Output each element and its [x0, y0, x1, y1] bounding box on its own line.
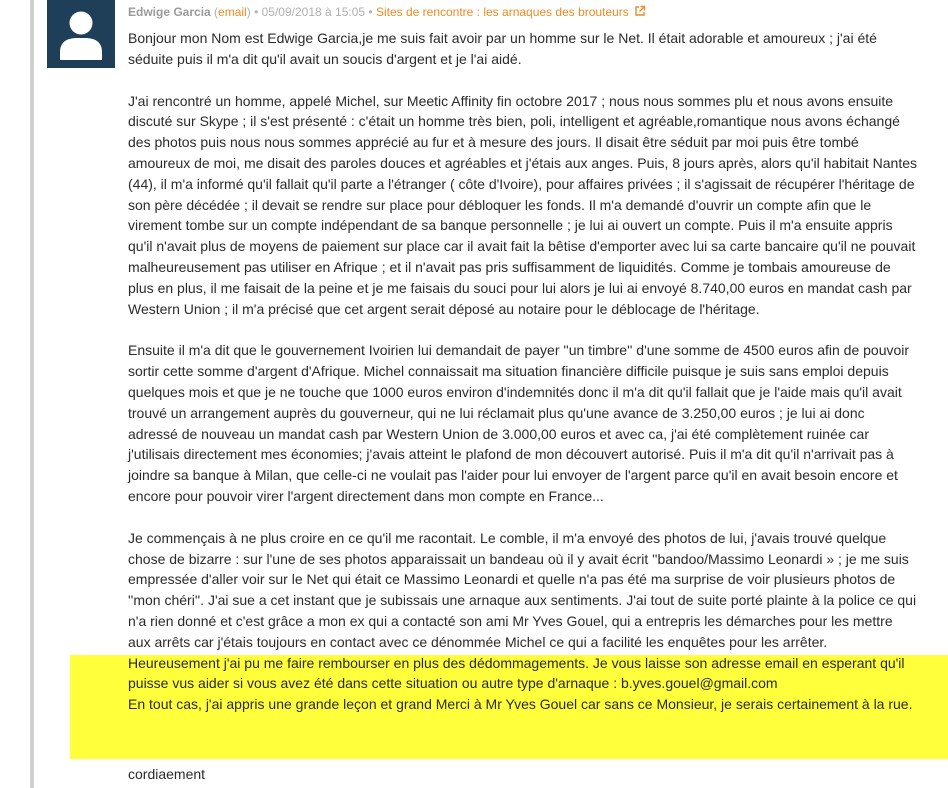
comment-signoff: cordiaement: [128, 766, 206, 782]
meta-separator: •: [368, 5, 373, 19]
email-paren-close: ): [246, 5, 251, 19]
thread-rule: [30, 0, 34, 788]
external-link-icon[interactable]: [634, 4, 646, 22]
email-link[interactable]: email: [218, 5, 247, 19]
comment-paragraph: J'ai rencontré un homme, appelé Michel, sur Meetic Affinity fin octobre 2017 ; nous nous sommes plu et nous avons ensuite discuté sur Skype ; il s'est présenté : c'était un homme très bien, poli, intelligent et agréable,romantique nous avons échangé des photos puis nous nous sommes apprécié au fur et à mesure des jours. Il disait être séduit par moi puis être tombé amoureux de moi, me disait des paroles douces et agréables et j'étais aux anges. Puis, 8 jours après, alors qu'il habitait Nantes (44), il m'a informé qu'il fallait qu'il parte a l'étranger ( côte d'Ivoire), pour affaires privées ; il s'agissait de récupérer l'héritage de son père décédée ; il devait se rendre sur place pour débloquer les fonds. Il m'a demandé d'ouvrir un compte afin que le virement tombe sur un compte indépendant de sa banque personnelle ; je lui ai ouvert un compte. Puis il m'a ensuite appris qu'il n'avait plus de moyens de paiement sur place car il avait fait la bêtise d'emporter avec lui sa carte bancaire qu'il ne pouvait malheureusement pas utiliser en Afrique ; et il n'avait pas pris suffisamment de liquidités. Comme je tombais amoureuse de plus en plus, il me faisait de la peine et je me faisais du souci pour lui alors je lui ai envoyé 8.740,00 euros en mandat cash par Western Union ; il m'a précisé que cet argent serait déposé au notaire pour le déblocage de l'héritage.: [128, 92, 918, 317]
comment-body: [128, 28, 918, 715]
comment-author: Edwige Garcia: [128, 5, 211, 19]
user-silhouette-icon: [47, 0, 115, 68]
comment-date: 05/09/2018 à 15:05: [261, 5, 366, 19]
comment-paragraph: Bonjour mon Nom est Edwige Garcia,je me suis fait avoir par un homme sur le Net. Il était adorable et amoureux ; j'ai été séduite puis il m'a dit qu'il avait un soucis d'argent et je l'ai aidé.: [128, 30, 877, 67]
comment-paragraph: Ensuite il m'a dit que le gouvernement Ivoirien lui demandait de payer ''un timbre'' d'une somme de 4500 euros afin de pouvoir sortir cette somme d'argent d'Afrique. Michel connaissait ma situation financière difficile puisque je suis sans emploi depuis quelques mois et que je ne touche que 1000 euros environ d'indemnités donc il m'a dit qu'il fallait que je l'aide mais qu'il avait trouvé un arrangement auprès du gouverneur, qui ne lui réclamait plus qu'une avance de 3.250,00 euros ; je lui ai donc adressé de nouveau un mandat cash par Western Union de 3.000,00 euros et avec ca, j'ai été complètement ruinée car j'utilisais directement mes économies; j'avais atteint le plafond de mon découvert autorisé. Puis il m'a dit qu'il n'arrivait pas à joindre sa banque à Milan, que celle-ci ne voulait pas l'aider pour lui envoyer de l'argent parce qu'il en avait besoin encore et encore pour pouvoir virer l'argent directement dans mon compte en France...: [128, 342, 910, 504]
avatar: [47, 0, 115, 68]
comment-paragraph-tail: En tout cas, j'ai appris une grande leçon et grand Merci à Mr Yves Gouel car sans ce Monsieur, je serais certainement à la rue.: [128, 696, 913, 713]
article-link[interactable]: Sites de rencontre : les arnaques des brouteurs: [375, 5, 629, 19]
email-paren-open: (: [214, 5, 219, 19]
comment-meta: [128, 3, 646, 21]
comment-paragraph: Je commençais à ne plus croire en ce qu'il me racontait. Le comble, il m'a envoyé des photos de lui, j'avais trouvé quelque chose de bizarre : sur l'une de ses photos apparaissait un bandeau où il y avait écrit ''bandoo/Massimo Leonardi » ; je me suis empressée d'aller voir sur le Net qui était ce Massimo Leonardi et quelle n'a pas été ma surprise de voir plusieurs photos de ''mon chéri''. J'ai sue a cet instant que je subissais une arnaque aux sentiments. J'ai tout de suite porté plainte à la police ce qui n'a rien donné et c'est grâce a mon ex qui a contacté son ami Mr Yves Gouel, qui a entrepris les démarches pour les mettre aux arrêts car j'étais toujours en contact avec ce dénommée Michel ce qui a facilité les enquêtes pour les arrêter. Heureusement j'ai pu me faire rembourser en plus des dédommagements. Je vous laisse son adresse email en esperant qu'il puisse vus aider si vous avez été dans cette situation ou autre type d'arnaque : b.yves.gouel@gmail.com: [128, 529, 917, 692]
meta-separator: •: [254, 5, 259, 19]
